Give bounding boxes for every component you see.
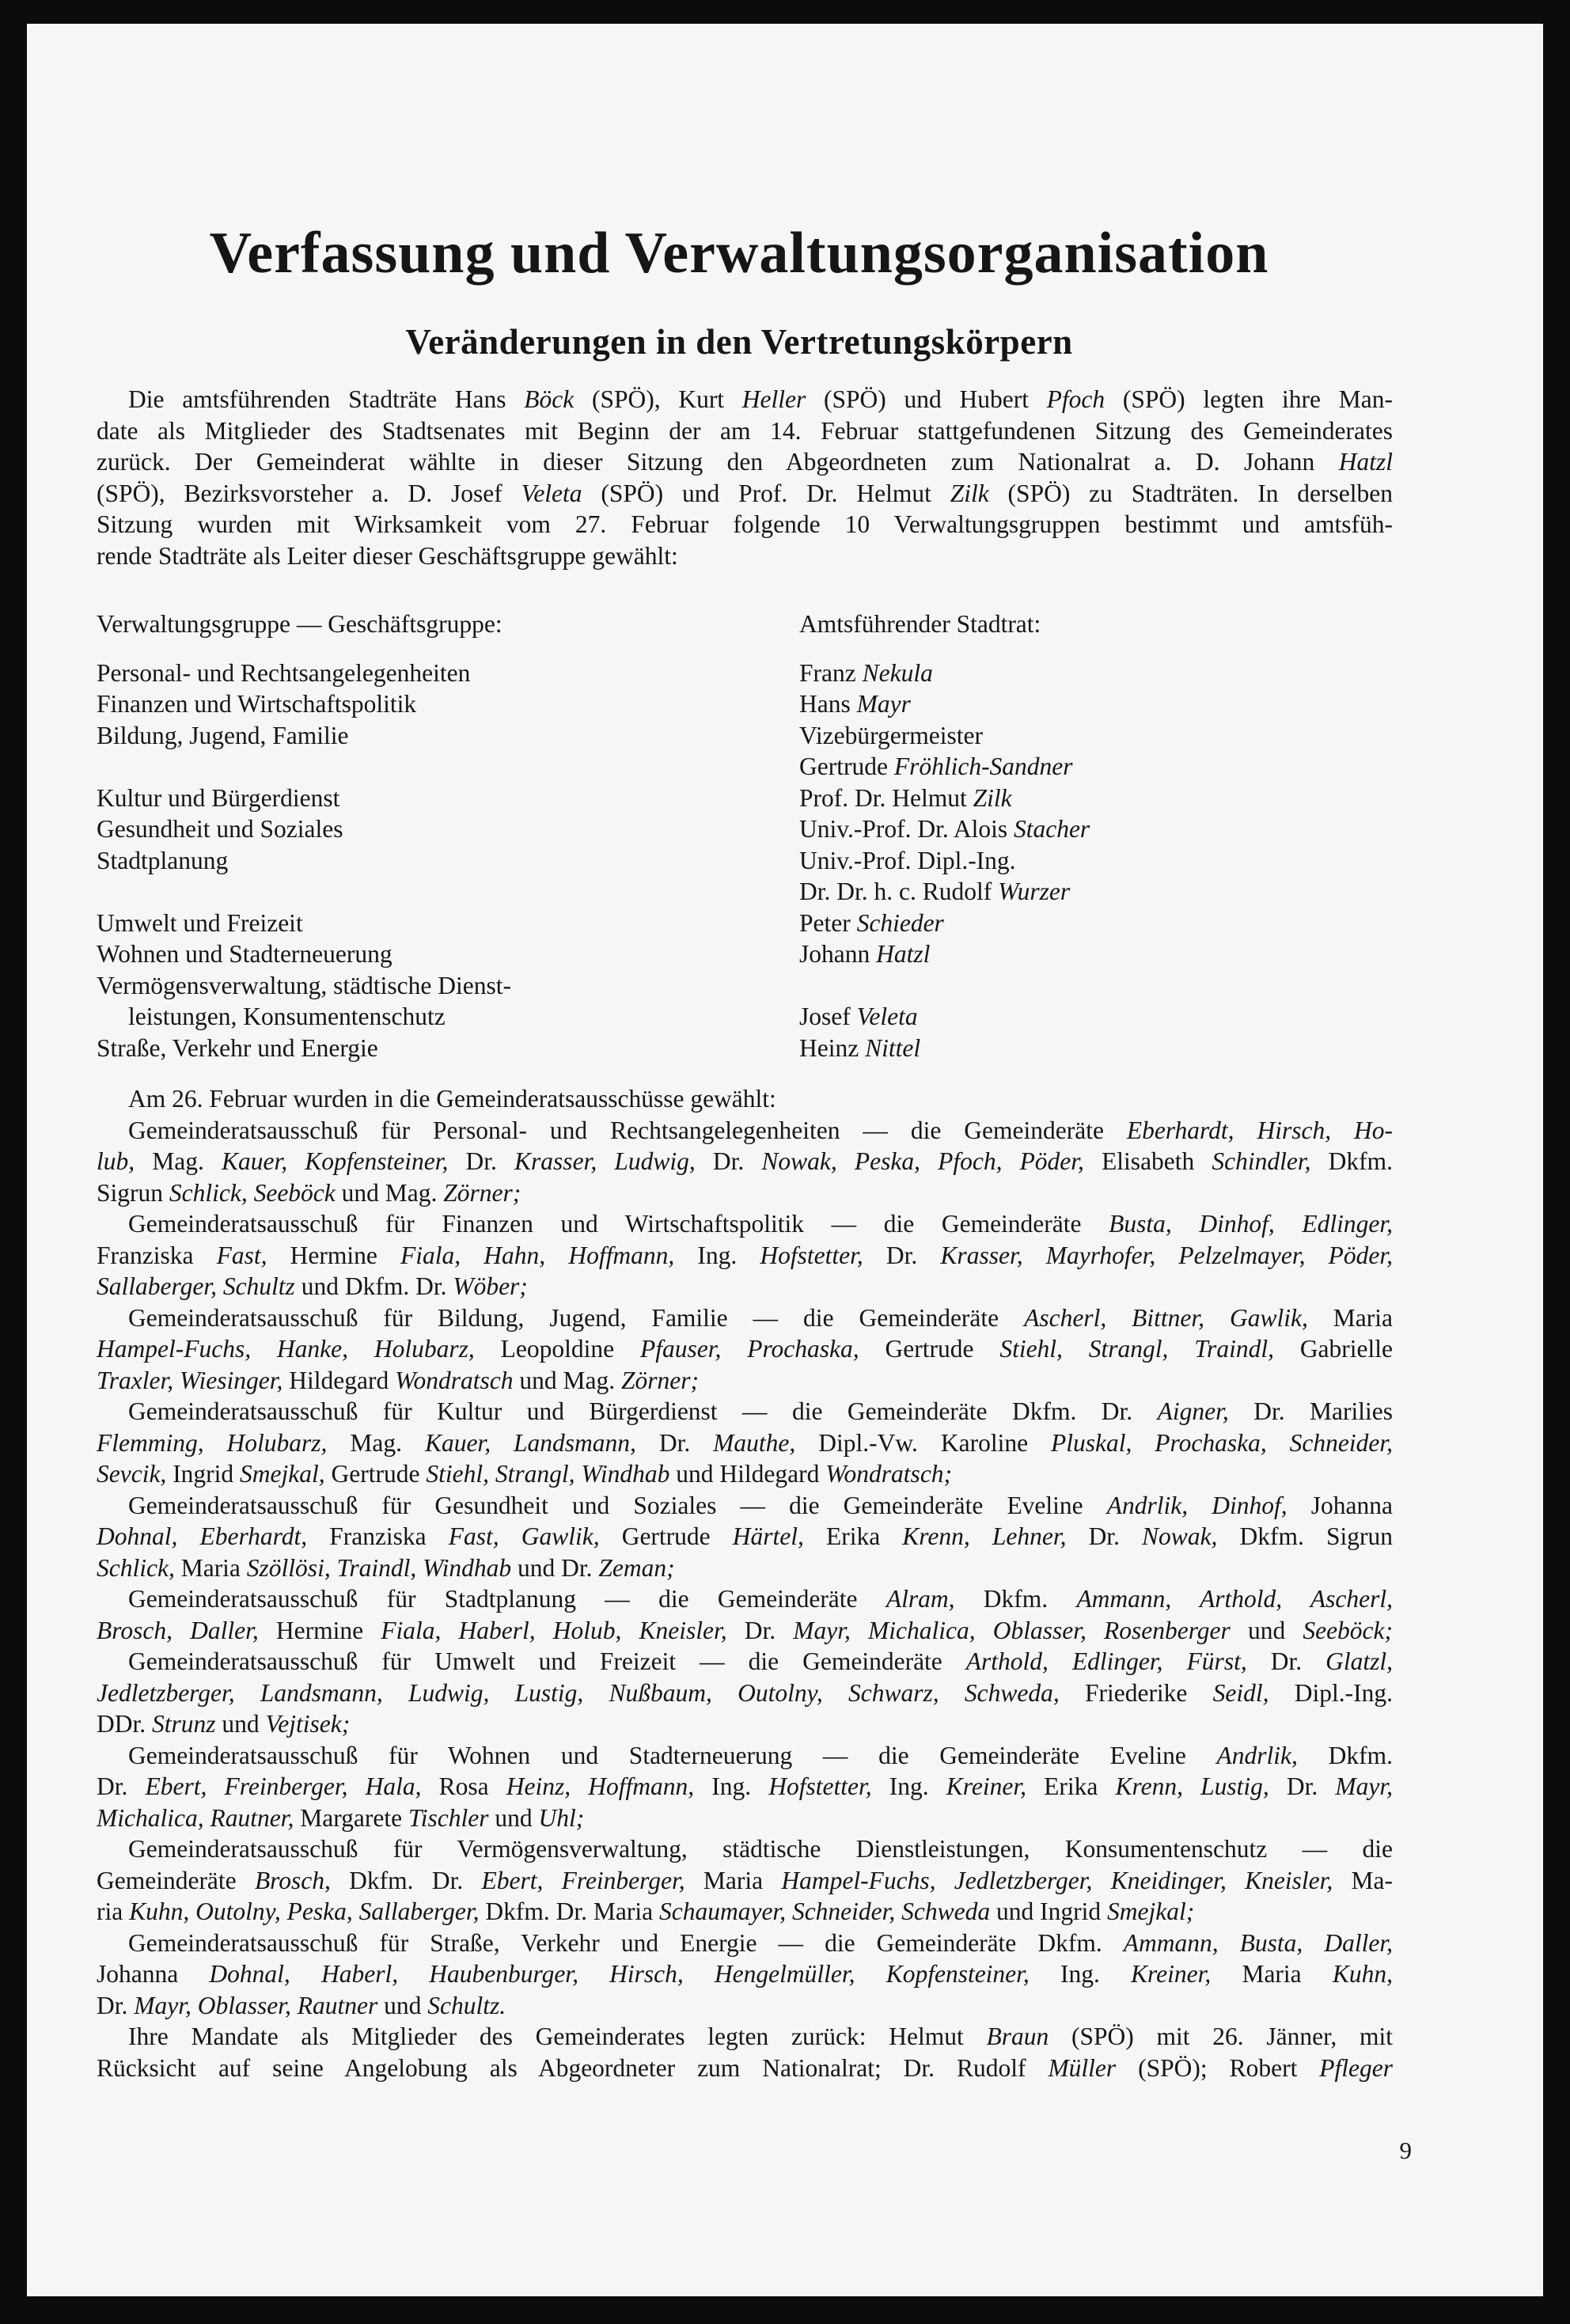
text-line <box>97 1115 1393 1147</box>
text-run: Traxler, Wiesinger, <box>97 1366 283 1394</box>
groups-column-header: Verwaltungsgruppe — Geschäftsgruppe: <box>97 610 502 638</box>
group-row <box>97 908 785 939</box>
text-run: Rücksicht auf seine Angelobung als Abgeordneter zum Nationalrat; Dr. Rudolf <box>97 2053 1049 2082</box>
text-run: Ingrid <box>166 1460 241 1488</box>
text-run: Arthold, Edlinger, Fürst, <box>965 1647 1247 1675</box>
text-run: Stacher <box>1013 815 1090 843</box>
text-run: Prof. Dr. Helmut <box>799 783 973 812</box>
text-run: Gemeinderatsausschuß für Stadtplanung — die Gemeinderäte <box>128 1585 886 1613</box>
text-line <box>97 1583 1393 1615</box>
councillor-row <box>799 720 1432 752</box>
councillors-list <box>799 658 1432 1064</box>
text-run: Mag. <box>135 1147 222 1175</box>
text-run: Nekula <box>862 658 933 687</box>
text-run: Franziska <box>307 1522 449 1550</box>
text-run: Ebert, Freinberger, Hala, <box>145 1772 422 1800</box>
text-run: Gemeinderatsausschuß für Umwelt und Freizeit — die Gemeinderäte <box>128 1647 966 1675</box>
group-row <box>97 970 785 1002</box>
text-line <box>97 1958 1393 1990</box>
text-run: Dkfm. Dr. <box>330 1866 482 1894</box>
text-run: Gemeinderatsausschuß für Personal- und Rechtsangelegenheiten — die Gemeinderäte <box>128 1116 1127 1144</box>
text-run: Vejtisek; <box>265 1710 351 1738</box>
text-run: Johanna <box>1287 1491 1393 1519</box>
text-run: Fröhlich-Sandner <box>893 753 1073 780</box>
text-run: Ing. <box>674 1241 760 1269</box>
text-run: Krasser, Ludwig, <box>514 1147 696 1175</box>
text-run: Maria <box>685 1866 782 1894</box>
text-run: Univ.-Prof. Dr. Alois <box>799 815 1014 843</box>
group-row <box>97 720 785 752</box>
group-row <box>97 845 785 877</box>
text-run: Franziska <box>97 1241 217 1269</box>
text-run: Erika <box>803 1522 903 1550</box>
text-run: Hermine <box>267 1241 401 1269</box>
text-run: Jedletzberger, Landsmann, Ludwig, Lustig, Nußbaum, Outolny, Schwarz, Schweda, <box>97 1678 1060 1707</box>
page-title: Verfassung und Verwaltungsorganisation <box>209 221 1269 286</box>
text-run: Heller <box>741 385 806 413</box>
text-run: leistungen, Konsumentenschutz <box>128 1003 446 1030</box>
text-run: Heinz <box>799 1033 866 1062</box>
text-run: Kreiner, <box>1131 1960 1212 1988</box>
text-line <box>97 446 1393 478</box>
text-run: Ma- <box>1333 1866 1393 1894</box>
text-run: Maria <box>1307 1303 1393 1332</box>
text-run: Gemeinderatsausschuß für Finanzen und Wirtschaftspolitik — die Gemeinderäte <box>128 1210 1109 1238</box>
text-run: Mayr <box>856 690 911 718</box>
text-run: Mag. <box>327 1428 425 1457</box>
text-run: Gemeinderatsausschuß für Vermögensverwaltung, städtische Dienstleistungen, Konsumentenschutz — die <box>128 1835 1393 1863</box>
text-run: Dohnal, Haberl, Haubenburger, Hirsch, Hengelmüller, Kopfensteiner, <box>209 1960 1030 1988</box>
text-run: Dr. <box>726 1616 794 1644</box>
text-run: Nowak, Peska, Pfoch, Pöder, <box>761 1147 1084 1175</box>
text-run: Fiala, Haberl, Holub, Kneisler, <box>381 1616 727 1644</box>
councillor-row <box>799 688 1432 720</box>
text-run: Mayr, Michalica, Oblasser, Rosenberger <box>793 1616 1231 1644</box>
text-run: und Dkfm. Dr. <box>294 1272 453 1300</box>
text-run: Sigrun <box>97 1178 169 1207</box>
text-line <box>97 1928 1393 1959</box>
text-run: Gertrude <box>599 1522 733 1550</box>
text-run: Straße, Verkehr und Energie <box>97 1033 378 1062</box>
text-run: Härtel, <box>732 1522 804 1550</box>
text-run: Gabrielle <box>1273 1335 1393 1363</box>
text-run: Krenn, Lehner, <box>902 1522 1067 1550</box>
text-run: Busta, Dinhof, Edlinger, <box>1109 1210 1393 1238</box>
text-run: und <box>215 1710 266 1738</box>
text-run: Gemeinderatsausschuß für Gesundheit und Soziales — die Gemeinderäte Eveline <box>128 1491 1107 1519</box>
text-run: Sevcik, <box>97 1460 167 1488</box>
text-run: Tischler <box>408 1803 489 1832</box>
text-line <box>97 1490 1393 1522</box>
text-run: Dkfm. <box>1310 1147 1394 1175</box>
text-run: Krasser, Mayrhofer, Pelzelmayer, Pöder, <box>940 1241 1393 1269</box>
text-run: Die amtsführenden Stadträte Hans <box>128 385 525 413</box>
text-run: Ihre Mandate als Mitglieder des Gemeinderates legten zurück: Helmut <box>128 2023 987 2050</box>
text-run: und <box>377 1991 428 2019</box>
text-run: Brosch, Daller, <box>97 1616 259 1644</box>
text-run: und Dr. <box>511 1553 599 1582</box>
page-number: 9 <box>1399 2136 1412 2164</box>
text-run: Kauer, Landsmann, <box>424 1428 636 1457</box>
text-run: Gemeinderatsausschuß für Bildung, Jugend, Familie — die Gemeinderäte <box>128 1303 1025 1332</box>
text-run: Kreiner, <box>946 1772 1026 1800</box>
text-run: Ammann, Busta, Daller, <box>1123 1928 1393 1957</box>
councillor-row <box>799 938 1432 970</box>
text-line <box>97 1990 1393 2022</box>
text-run: und Mag. <box>513 1366 621 1394</box>
text-run: Dr. <box>863 1241 941 1269</box>
text-run: (SPÖ); Robert <box>1116 2053 1320 2082</box>
text-run: Aigner, <box>1157 1397 1229 1425</box>
text-run: Gemeinderäte <box>97 1866 255 1894</box>
group-row <box>97 688 785 720</box>
text-run: Leopoldine <box>474 1335 640 1363</box>
text-run: und <box>1230 1616 1303 1644</box>
text-run: Maria <box>174 1553 247 1582</box>
group-row <box>97 938 785 970</box>
text-run: Gertrude <box>859 1335 1000 1363</box>
text-run: Stiehl, Strangl, Windhab <box>426 1460 670 1488</box>
text-line <box>97 1521 1393 1552</box>
text-run: Bildung, Jugend, Familie <box>97 721 349 749</box>
text-line <box>97 2021 1393 2053</box>
text-run: Kuhn, <box>1332 1960 1393 1988</box>
text-run: Hofstetter, <box>760 1241 863 1269</box>
text-run: und Hildegard <box>669 1460 826 1488</box>
text-run: Schindler, <box>1212 1147 1311 1175</box>
text-run: und <box>488 1803 539 1832</box>
text-line <box>97 1427 1393 1459</box>
text-run: Flemming, Holubarz, <box>97 1428 328 1457</box>
text-run: Kultur und Bürgerdienst <box>97 783 340 812</box>
councillor-row <box>799 658 1432 689</box>
text-run: Peter <box>799 908 857 937</box>
text-run: (SPÖ) zu Stadträten. In derselben <box>988 479 1393 507</box>
councillor-row <box>799 813 1432 845</box>
text-run: Margarete <box>294 1803 408 1832</box>
text-run: Smejkal; <box>1107 1897 1195 1925</box>
text-run: Brosch, <box>254 1866 331 1894</box>
text-line <box>97 384 1393 415</box>
spacer <box>97 876 785 908</box>
text-line <box>97 1208 1393 1240</box>
text-line <box>97 1803 1393 1834</box>
groups-list <box>97 658 785 1064</box>
text-run: Dr. <box>695 1147 762 1175</box>
text-run: Gemeinderatsausschuß für Kultur und Bürgerdienst — die Gemeinderäte Dkfm. Dr. <box>128 1397 1158 1425</box>
text-run: Ammann, Arthold, Ascherl, <box>1076 1585 1393 1613</box>
text-run: Alram, <box>885 1585 955 1613</box>
text-run: Pluskal, Prochaska, Schneider, <box>1051 1428 1393 1457</box>
text-line <box>97 1396 1393 1427</box>
text-run: Krenn, Lustig, <box>1115 1772 1269 1800</box>
text-run: Stiehl, Strangl, Traindl, <box>999 1335 1274 1363</box>
text-run: Kauer, Kopfensteiner, <box>222 1147 449 1175</box>
text-run: Müller <box>1048 2053 1117 2082</box>
text-run: Mayr, <box>1335 1772 1393 1800</box>
text-run: Dkfm. <box>954 1585 1077 1613</box>
text-run: Stadtplanung <box>97 846 229 874</box>
text-run: Vermögensverwaltung, städtische Dienst- <box>97 971 511 999</box>
text-run: rende Stadträte als Leiter dieser Geschäftsgruppe gewählt: <box>97 541 678 570</box>
intro-paragraph <box>97 384 1393 571</box>
councillors-column-header: Amtsführender Stadtrat: <box>799 610 1041 638</box>
text-run: Hampel-Fuchs, Hanke, Holubarz, <box>97 1335 475 1363</box>
text-run: Dkfm. <box>1297 1741 1393 1769</box>
text-run: Fiala, Hahn, Hoffmann, <box>400 1241 675 1269</box>
spacer <box>799 970 1432 1002</box>
text-run: Michalica, Rautner, <box>97 1803 294 1832</box>
text-run: Josef <box>799 1003 857 1030</box>
text-run: Heinz, Hoffmann, <box>506 1772 695 1800</box>
text-run: Ebert, Freinberger, <box>481 1866 685 1894</box>
text-run: Dkfm. Sigrun <box>1217 1522 1394 1550</box>
text-line <box>97 1177 1393 1209</box>
text-run: Nittel <box>865 1033 921 1062</box>
text-run: Wurzer <box>998 878 1071 905</box>
councillor-row <box>799 876 1432 908</box>
councillor-row <box>799 845 1432 877</box>
text-run: Johann <box>799 940 877 968</box>
text-run: (SPÖ), Bezirksvorsteher a. D. Josef <box>97 479 521 507</box>
text-run: Andrlik, Dinhof, <box>1106 1491 1287 1519</box>
text-line <box>97 1271 1393 1302</box>
text-run: Kuhn, Outolny, Peska, Sallaberger, <box>129 1897 480 1925</box>
text-run: Dr. <box>635 1428 714 1457</box>
text-run: Dr. <box>1246 1647 1326 1675</box>
text-run: Veleta <box>521 479 582 507</box>
text-run: Mayr, Oblasser, Rautner <box>134 1991 378 2019</box>
groups-column <box>97 608 785 1063</box>
text-run: Personal- und Rechtsangelegenheiten <box>97 658 471 687</box>
text-line <box>97 1833 1393 1865</box>
text-run: Dr. <box>97 1991 135 2019</box>
text-run: Zeman; <box>598 1553 675 1582</box>
text-run: Böck <box>524 385 575 413</box>
text-run: Umwelt und Freizeit <box>97 908 303 937</box>
text-line <box>97 1646 1393 1678</box>
text-run: ria <box>97 1897 130 1925</box>
text-run: Zilk <box>950 479 989 507</box>
text-run: Smejkal, <box>240 1460 325 1488</box>
text-line <box>97 540 1393 572</box>
text-line <box>97 1365 1393 1397</box>
text-run: Johanna <box>97 1960 210 1988</box>
text-line <box>97 1615 1393 1647</box>
text-run: Braun <box>986 2023 1049 2050</box>
text-run: Wondratsch; <box>825 1460 953 1488</box>
text-run: Dipl.-Ing. <box>1269 1678 1393 1707</box>
text-line <box>97 1740 1393 1772</box>
text-line <box>97 1678 1393 1709</box>
text-run: Hatzl <box>876 940 931 968</box>
text-line <box>97 1083 1393 1115</box>
text-run: Maria <box>1211 1960 1333 1988</box>
text-line <box>97 1771 1393 1803</box>
text-line <box>97 1865 1393 1897</box>
text-run: Erika <box>1026 1772 1116 1800</box>
section-heading: Veränderungen in den Vertretungskörpern <box>405 322 1073 362</box>
text-run: Dr. <box>448 1147 515 1175</box>
text-run: und Ingrid <box>990 1897 1107 1925</box>
text-run: Zörner; <box>620 1366 699 1394</box>
group-row <box>97 658 785 689</box>
text-run: Friederike <box>1059 1678 1213 1707</box>
text-line <box>97 2053 1393 2084</box>
text-run: Hatzl <box>1338 448 1393 476</box>
text-run: Sallaberger, Schultz <box>97 1272 295 1300</box>
text-run: Zörner; <box>443 1178 521 1207</box>
text-run: Ing. <box>871 1772 946 1800</box>
text-run: Dr. Marilies <box>1228 1397 1393 1425</box>
text-line <box>97 509 1393 540</box>
text-run: Dipl.-Vw. Karoline <box>795 1428 1051 1457</box>
text-run: Gemeinderatsausschuß für Straße, Verkehr und Energie — die Gemeinderäte Dkfm. <box>128 1928 1124 1957</box>
text-run: Seeböck; <box>1303 1616 1394 1644</box>
text-run: Gesundheit und Soziales <box>97 815 343 843</box>
text-run: Dr. Dr. h. c. Rudolf <box>799 878 999 905</box>
text-run: Hofstetter, <box>768 1772 872 1800</box>
text-run: (SPÖ) mit 26. Jänner, mit <box>1049 2023 1393 2050</box>
text-run: Hampel-Fuchs, Jedletzberger, Kneidinger, Kneisler, <box>781 1866 1333 1894</box>
text-run: Hildegard <box>283 1366 396 1394</box>
text-line <box>97 1333 1393 1365</box>
committee-paragraphs <box>97 1083 1393 2083</box>
text-run: Elisabeth <box>1083 1147 1212 1175</box>
text-line <box>97 1302 1393 1334</box>
text-run: Eberhardt, Hirsch, Ho- <box>1126 1116 1393 1144</box>
text-run: Schultz. <box>427 1991 506 2019</box>
text-run: Strunz <box>152 1710 216 1738</box>
text-line <box>97 1146 1393 1177</box>
text-run: Seidl, <box>1212 1678 1269 1707</box>
text-run: (SPÖ) legten ihre Man- <box>1105 385 1393 413</box>
text-run: Wohnen und Stadterneuerung <box>97 940 392 968</box>
spacer <box>97 751 785 783</box>
text-run: Dohnal, Eberhardt, <box>97 1522 308 1550</box>
text-run: DDr. <box>97 1710 152 1738</box>
text-run: Szöllösi, Traindl, Windhab <box>246 1553 512 1582</box>
text-line <box>97 478 1393 510</box>
councillor-row <box>799 1001 1432 1033</box>
text-run: Wöber; <box>453 1272 528 1300</box>
text-run: Schlick, <box>97 1553 175 1582</box>
text-run: Pfoch <box>1046 385 1105 413</box>
text-run: Schieder <box>856 908 944 937</box>
text-run: Uhl; <box>538 1803 585 1832</box>
text-run: Ing. <box>1029 1960 1132 1988</box>
text-run: Am 26. Februar wurden in die Gemeinderatsausschüsse gewählt: <box>128 1085 776 1113</box>
text-run: Gertrude <box>324 1460 427 1488</box>
councillor-row <box>799 908 1432 939</box>
text-run: Glatzl, <box>1325 1647 1393 1675</box>
text-run: Zilk <box>973 783 1012 812</box>
text-run: Wondratsch <box>395 1366 514 1394</box>
text-run: Ing. <box>694 1772 769 1800</box>
text-run: Mauthe, <box>713 1428 796 1457</box>
text-line <box>97 1896 1393 1928</box>
text-run: Gemeinderatsausschuß für Wohnen und Stadterneuerung — die Gemeinderäte Eveline <box>128 1741 1217 1769</box>
text-run: Pfleger <box>1319 2053 1393 2082</box>
text-line <box>97 415 1393 447</box>
group-row <box>97 813 785 845</box>
group-row <box>97 783 785 814</box>
group-row <box>97 1001 785 1033</box>
text-run: zurück. Der Gemeinderat wählte in dieser Sitzung den Abgeordneten zum Nationalrat a. D. Johann <box>97 448 1339 476</box>
text-line <box>97 1458 1393 1490</box>
text-run: Gertrude <box>799 753 894 780</box>
text-line <box>97 1708 1393 1740</box>
text-run: Veleta <box>856 1003 918 1030</box>
text-run: Nowak, <box>1142 1522 1218 1550</box>
text-line <box>97 1552 1393 1584</box>
document-page <box>27 24 1543 2296</box>
text-line <box>97 1240 1393 1272</box>
text-run: Dr. <box>97 1772 146 1800</box>
text-run: Schaumayer, Schneider, Schweda <box>658 1897 991 1925</box>
text-run: (SPÖ), Kurt <box>574 385 742 413</box>
text-run: Vizebürgermeister <box>799 721 983 749</box>
text-run: Schlick, Seeböck <box>169 1178 336 1207</box>
text-run: Finanzen und Wirtschaftspolitik <box>97 690 417 718</box>
text-run: Ascherl, Bittner, Gawlik, <box>1024 1303 1308 1332</box>
text-run: Pfauser, Prochaska, <box>639 1335 859 1363</box>
group-row <box>97 1033 785 1064</box>
text-run: Rosa <box>421 1772 506 1800</box>
text-run: Fast, Gawlik, <box>448 1522 600 1550</box>
text-run: Hans <box>799 690 857 718</box>
councillor-row <box>799 751 1432 783</box>
councillors-column <box>799 608 1432 1063</box>
councillor-row <box>799 1033 1432 1064</box>
text-run: Hermine <box>258 1616 381 1644</box>
text-run: Franz <box>799 658 863 687</box>
text-run: (SPÖ) und Hubert <box>806 385 1047 413</box>
text-run: Dr. <box>1066 1522 1143 1550</box>
text-run: lub, <box>97 1147 135 1175</box>
text-run: Sitzung wurden mit Wirksamkeit vom 27. Februar folgende 10 Verwaltungsgruppen bestimmt und amtsfüh- <box>97 510 1393 538</box>
text-run: Dr. <box>1269 1772 1336 1800</box>
text-run: Fast, <box>216 1241 267 1269</box>
councillor-row <box>799 783 1432 814</box>
text-run: Andrlik, <box>1216 1741 1298 1769</box>
text-run: (SPÖ) und Prof. Dr. Helmut <box>582 479 950 507</box>
text-run: und Mag. <box>335 1178 444 1207</box>
text-run: Dkfm. Dr. Maria <box>479 1897 659 1925</box>
text-run: date als Mitglieder des Stadtsenates mit Beginn der am 14. Februar stattgefundenen Sitzung des Gemeinderates <box>97 416 1393 445</box>
text-run: Univ.-Prof. Dipl.-Ing. <box>799 846 1016 874</box>
